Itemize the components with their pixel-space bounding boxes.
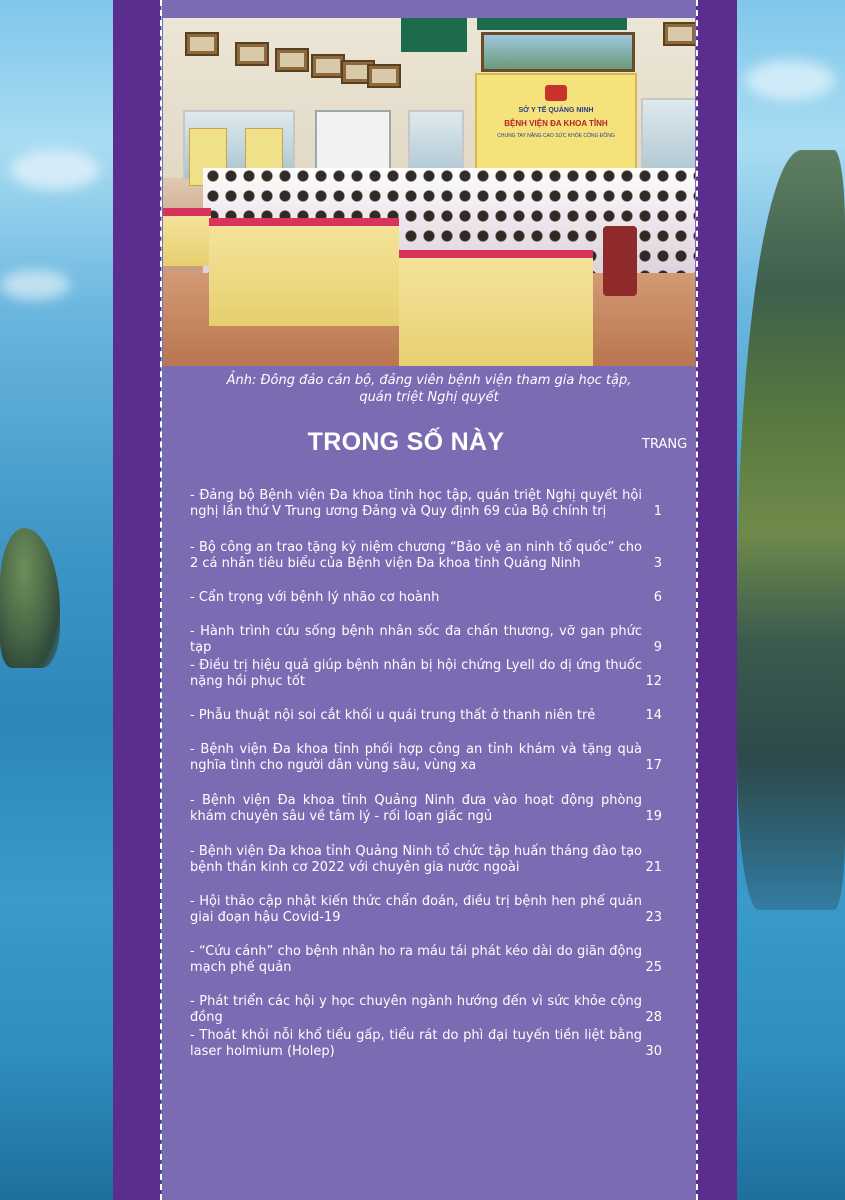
toc-item[interactable]: [190, 894, 680, 926]
caption-line2: quán triệt Nghị quyết: [359, 390, 499, 405]
purple-band-left: [113, 0, 161, 1200]
toc-item-page: 6: [653, 590, 662, 605]
toc-item[interactable]: [190, 994, 680, 1026]
toc-item-text: - Cẩn trọng với bệnh lý nhão cơ hoành: [190, 590, 440, 605]
hospital-banner: [475, 73, 637, 177]
toc-item[interactable]: [190, 742, 680, 774]
toc-item[interactable]: [190, 658, 680, 690]
wall-frame: [185, 32, 219, 56]
toc-item-page: 3: [653, 556, 662, 571]
hospital-logo: [545, 85, 567, 101]
toc-item-text: - Phát triển các hội y học chuyên ngành hướng đến vì sức khỏe cộng đồng: [190, 994, 642, 1025]
toc-item-text: - Hành trình cứu sống bệnh nhân sốc đa chấn thương, vỡ gan phức tạp: [190, 624, 642, 655]
toc-item-text: - Đảng bộ Bệnh viện Đa khoa tỉnh học tập, quán triệt Nghị quyết hội nghị lần thứ V Trung ương Đảng và Quy định 69 của Bộ chính trị: [190, 488, 642, 519]
toc-item-page: 30: [645, 1044, 662, 1059]
toc-item-page: 14: [645, 708, 662, 723]
wall-frame: [235, 42, 269, 66]
cloud: [10, 150, 100, 190]
wall-frame: [663, 22, 695, 46]
toc-item-text: - Điều trị hiệu quả giúp bệnh nhân bị hội chứng Lyell do dị ứng thuốc nặng hồi phục tốt: [190, 658, 642, 689]
toc-item[interactable]: [190, 708, 680, 724]
wall-frame: [367, 64, 401, 88]
green-curtain: [477, 18, 627, 30]
banner-line1: SỞ Y TẾ QUẢNG NINH: [518, 107, 594, 114]
toc-item[interactable]: [190, 1028, 680, 1060]
toc-item-page: 21: [645, 860, 662, 875]
dashed-border-left: [160, 0, 162, 1200]
caption-line1: Ảnh: Đông đảo cán bộ, đảng viên bệnh viện tham gia học tập,: [226, 373, 632, 388]
conference-photo: [163, 18, 695, 366]
toc-item[interactable]: [190, 844, 680, 876]
toc-item[interactable]: [190, 793, 680, 825]
toc-item[interactable]: [190, 624, 680, 656]
toc-item-page: 9: [653, 640, 662, 655]
table: [399, 250, 593, 366]
table: [209, 218, 399, 326]
toc-item-text: - Hội thảo cập nhật kiến thức chẩn đoán, điều trị bệnh hen phế quản giai đoạn hậu Covid-19: [190, 894, 642, 925]
toc-page-heading: TRANG: [642, 437, 688, 452]
toc-item-page: 17: [645, 758, 662, 773]
purple-band-right: [696, 0, 737, 1200]
cloud: [0, 270, 70, 300]
toc-item-text: - Bộ công an trao tặng kỷ niệm chương “Bảo vệ an ninh tổ quốc” cho 2 cá nhân tiêu biểu của Bệnh viện Đa khoa tỉnh Quảng Ninh: [190, 540, 642, 571]
toc-title: TRONG SỐ NÀY: [307, 428, 505, 456]
toc-item[interactable]: [190, 944, 680, 976]
wall-frame: [311, 54, 345, 78]
wall-frame: [275, 48, 309, 72]
banner-line3: CHUNG TAY NÂNG CAO SỨC KHỎE CỘNG ĐỒNG: [497, 133, 615, 139]
dashed-border-right: [696, 0, 698, 1200]
banner-line2: BỆNH VIỆN ĐA KHOA TỈNH: [504, 119, 608, 128]
green-curtain: [401, 18, 467, 52]
toc-item-page: 19: [645, 809, 662, 824]
toc-item-text: - Bệnh viện Đa khoa tỉnh phối hợp công an tỉnh khám và tặng quà nghĩa tình cho người dân vùng sâu, vùng xa: [190, 742, 642, 773]
cloud: [745, 60, 835, 100]
toc-item-text: - Bệnh viện Đa khoa tỉnh Quảng Ninh đưa vào hoạt động phòng khám chuyên sâu về tâm lý - rối loạn giấc ngủ: [190, 793, 642, 824]
toc-item-text: - Phẫu thuật nội soi cắt khối u quái trung thất ở thanh niên trẻ: [190, 708, 596, 723]
landscape-painting: [481, 32, 635, 72]
toc-item[interactable]: [190, 540, 680, 572]
table: [163, 208, 211, 266]
notice-board: [315, 110, 391, 176]
toc-item-page: 25: [645, 960, 662, 975]
toc-item-text: - Bệnh viện Đa khoa tỉnh Quảng Ninh tổ chức tập huấn tháng đào tạo bệnh thần kinh cơ 2022 với chuyên gia nước ngoài: [190, 844, 642, 875]
toc-item-text: - “Cứu cánh” cho bệnh nhân ho ra máu tái phát kéo dài do giãn động mạch phế quản: [190, 944, 642, 975]
toc-item[interactable]: [190, 590, 680, 606]
toc-item-text: - Thoát khỏi nỗi khổ tiểu gấp, tiểu rát do phì đại tuyến tiền liệt bằng laser holmium (Holep): [190, 1028, 642, 1059]
photo-caption: [163, 372, 695, 406]
toc-item-page: 12: [645, 674, 662, 689]
toc-item-page: 23: [645, 910, 662, 925]
toc-item-page: 28: [645, 1010, 662, 1025]
toc-item[interactable]: [190, 488, 680, 520]
chair: [603, 226, 637, 296]
toc-item-page: 1: [653, 504, 662, 519]
